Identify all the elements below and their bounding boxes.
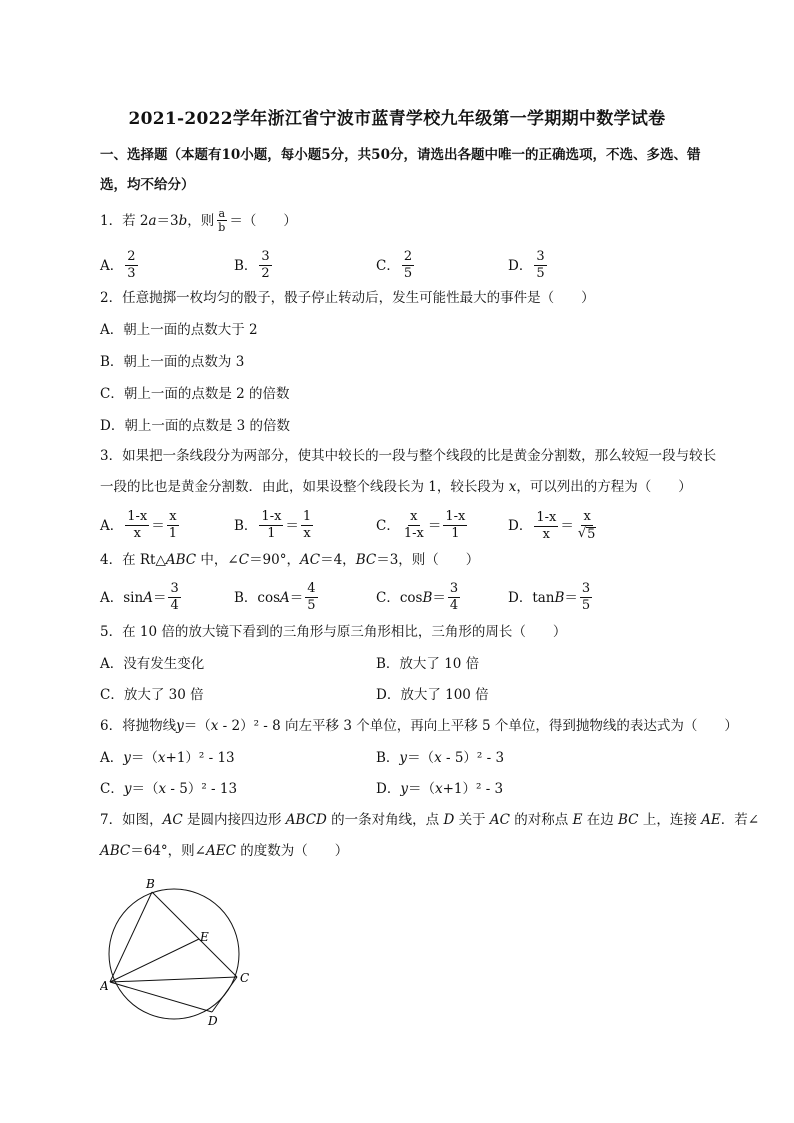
fraction: $\frac{a}{b}$ [218, 207, 226, 234]
question-4-stem: 4．在 Rt△ABC 中，∠C＝90°，AC＝4，BC＝3，则（ ） [100, 552, 480, 568]
page-title: 2021-2022学年浙江省宁波市蓝青学校九年级第一学期期中数学试卷 [128, 109, 666, 129]
question-1-option-c: C． $\frac{2}{5}$ [376, 249, 413, 281]
label-a: A [100, 979, 109, 993]
question-5-option-b: B．放大了 10 倍 [376, 656, 480, 672]
section-line-1: 一、选择题（本题有10小题，每小题5分，共50分，请选出各题中唯一的正确选项，不选、多选、错 [100, 147, 701, 163]
question-6-option-b: B．y＝（x - 5）² - 3 [376, 750, 505, 766]
sqrt-symbol: √ 5 [577, 526, 596, 542]
question-6-option-a: A．y＝（x+1）² - 13 [100, 750, 235, 766]
question-6-option-c: C．y＝（x - 5）² - 13 [100, 781, 238, 797]
question-3-option-c: C． $\frac{x}{1-x}$ ＝ $\frac{1-x}{1}$ [376, 509, 466, 541]
question-2-option-b: B．朝上一面的点数为 3 [100, 354, 245, 370]
question-4-option-d: D． tan B ＝ $\frac{3}{5}$ [508, 581, 591, 613]
segment-dc [212, 977, 237, 1012]
question-6-stem: 6．将抛物线y＝（x - 2）² - 8 向左平移 3 个单位，再向上平移 5 个单位，得到抛物线的表达式为（ ） [100, 718, 738, 734]
question-1-option-b: B． $\frac{3}{2}$ [234, 249, 270, 281]
circle [109, 889, 239, 1019]
segment-bc [152, 892, 237, 977]
question-2-stem: 2．任意抛掷一枚均匀的骰子，骰子停止转动后，发生可能性最大的事件是（ ） [100, 290, 595, 306]
question-5-stem: 5．在 10 倍的放大镜下看到的三角形与原三角形相比，三角形的周长（ ） [100, 624, 567, 640]
question-1-stem: 1．若 2 a ＝3 b ，则 $\frac{a}{b}$ ＝（ ） [100, 207, 297, 234]
question-2-option-d: D．朝上一面的点数是 3 的倍数 [100, 418, 290, 434]
question-3-line-1: 3．如果把一条线段分为两部分，使其中较长的一段与整个线段的比是黄金分割数，那么较短一段与较长 [100, 448, 717, 464]
section-line-2: 选，均不给分） [100, 177, 195, 193]
question-4-option-b: B． cos A ＝ $\frac{4}{5}$ [234, 581, 316, 613]
question-2-option-a: A．朝上一面的点数大于 2 [100, 322, 258, 338]
label-d: D [208, 1014, 218, 1028]
question-5-option-c: C．放大了 30 倍 [100, 687, 204, 703]
question-5-option-a: A．没有发生变化 [100, 656, 205, 672]
label-b: B [146, 877, 155, 891]
question-2-option-c: C．朝上一面的点数是 2 的倍数 [100, 386, 290, 402]
label-e: E [200, 930, 209, 944]
question-3-option-d: D． $\frac{1-x}{x}$ ＝ x √ 5 [508, 509, 596, 542]
question-7-figure [100, 872, 260, 1032]
question-5-option-d: D．放大了 100 倍 [376, 687, 489, 703]
question-4-option-c: C． cos B ＝ $\frac{3}{4}$ [376, 581, 459, 613]
question-4-option-a: A． sin A ＝ $\frac{3}{4}$ [100, 581, 179, 613]
segment-ac [110, 977, 237, 982]
question-1-option-a: A． $\frac{2}{3}$ [100, 249, 136, 281]
segment-ae [110, 939, 199, 982]
question-1-option-d: D． $\frac{3}{5}$ [508, 249, 545, 281]
label-c: C [240, 971, 250, 985]
question-3-option-b: B． $\frac{1-x}{1}$ ＝ $\frac{1}{x}$ [234, 509, 312, 541]
question-7-line-1: 7．如图，AC 是圆内接四边形 ABCD 的一条对角线，点 D 关于 AC 的对称点 E 在边 BC 上，连接 AE．若∠ [100, 812, 760, 828]
section-heading [100, 140, 720, 200]
question-3-line-2: 一段的比也是黄金分割数．由此，如果设整个线段长为 1，较长段为 x，可以列出的方程为（ ） [100, 479, 692, 495]
question-7-line-2: ABC＝64°，则∠AEC 的度数为（ ） [100, 843, 349, 859]
question-6-option-d: D．y＝（x+1）² - 3 [376, 781, 504, 797]
question-3-option-a: A． $\frac{1-x}{x}$ ＝ $\frac{x}{1}$ [100, 509, 178, 541]
